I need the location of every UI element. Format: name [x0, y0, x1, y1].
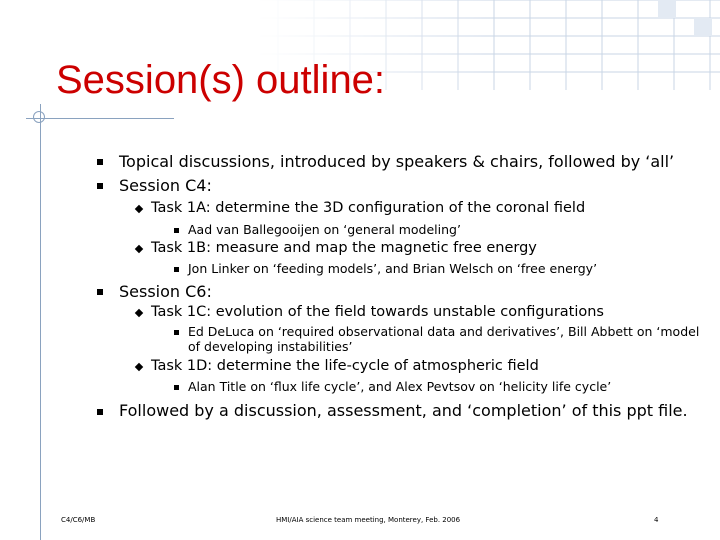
bullet-speaker-alan: Alan Title on ‘flux life cycle’, and Alex Pevtsov on ‘helicity life cycle’: [188, 379, 612, 394]
bullet-speaker-jon: Jon Linker on ‘feeding models’, and Brian Welsch on ‘free energy’: [188, 261, 598, 276]
square-bullet-icon: [97, 183, 103, 189]
crosshair-circle-icon: [33, 111, 45, 123]
square-bullet-icon: [174, 267, 179, 272]
square-bullet-icon: [97, 409, 103, 415]
bullet-task-1d: Task 1D: determine the life-cycle of atmospheric field: [151, 358, 539, 374]
bullet-speaker-aad: Aad van Ballegooijen on ‘general modeling’: [188, 222, 461, 237]
bullet-speaker-ed-cont: of developing instabilities’: [188, 339, 353, 354]
bullet-session-c6: Session C6:: [119, 282, 212, 301]
diamond-bullet-icon: [135, 363, 143, 371]
square-bullet-icon: [97, 289, 103, 295]
diamond-bullet-icon: [135, 309, 143, 317]
square-bullet-icon: [174, 228, 179, 233]
diamond-bullet-icon: [135, 245, 143, 253]
square-bullet-icon: [174, 385, 179, 390]
bullet-task-1b: Task 1B: measure and map the magnetic free energy: [151, 240, 537, 256]
page-number: 4: [654, 516, 659, 524]
footer-left: C4/C6/MB: [61, 516, 96, 524]
left-rule: [40, 104, 41, 540]
square-bullet-icon: [97, 159, 103, 165]
slide-title: Session(s) outline:: [56, 58, 386, 102]
bullet-task-1c: Task 1C: evolution of the field towards unstable configurations: [151, 304, 604, 320]
bullet-speaker-ed: Ed DeLuca on ‘required observational data and derivatives’, Bill Abbett on ‘model: [188, 324, 700, 339]
bullet-session-c4: Session C4:: [119, 176, 212, 195]
footer-center: HMI/AIA science team meeting, Monterey, Feb. 2006: [276, 516, 461, 524]
title-underline: [26, 118, 174, 119]
bullet-task-1a: Task 1A: determine the 3D configuration of the coronal field: [151, 200, 586, 216]
square-bullet-icon: [174, 330, 179, 335]
bullet-followed-by: Followed by a discussion, assessment, and ‘completion’ of this ppt file.: [119, 401, 688, 420]
diamond-bullet-icon: [135, 205, 143, 213]
bullet-topical-discussions: Topical discussions, introduced by speakers & chairs, followed by ‘all’: [119, 152, 675, 171]
